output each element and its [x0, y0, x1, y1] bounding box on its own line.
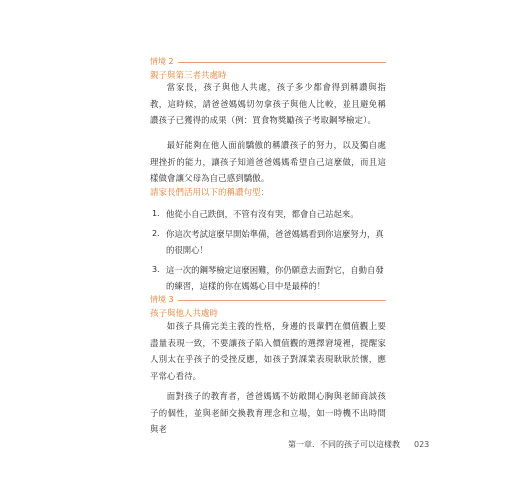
scenario-3-rule: [150, 300, 386, 301]
scenario-2-paragraph-1: 當家長，孩子與他人共處，孩子多少都會得到稱讚與指教，這時候，請爸爸媽媽切勿拿孩子與他人比較，並且避免稱讚孩子已獲得的成果（例：買食物獎勵孩子考取鋼琴檢定）。: [150, 82, 386, 125]
praise-list-item: [152, 226, 386, 259]
praise-item-number: 2．: [152, 228, 166, 238]
scenario-2-rule: [150, 62, 386, 63]
praise-item-text: 他從小自己跌倒，不管有沒有哭，都會自己站起來。: [166, 209, 359, 219]
scenario-3-paragraph-2: 面對孩子的教育者，爸爸媽媽不妨敞開心胸與老師商談孩子的個性，並與老師交換教育理念和立場，如一時機不出時間與老: [150, 391, 386, 434]
praise-item-text: 這一次的鋼琴檢定這麼困難，你仍願意去面對它，自動自發的練習，這樣的你在媽媽心目中是最棒的！: [166, 264, 384, 291]
scenario-2-paragraph-2: 最好能夠在他人面前驕傲的稱讚孩子的努力，以及獨自處理挫折的能力，讓孩子知道爸爸媽媽希望自己這麼做，而且這樣做會讓父母為自己感到驕傲。: [150, 140, 386, 183]
scenario-2-title: 親子與第三者共處時: [150, 71, 227, 81]
praise-list: [152, 206, 386, 298]
page-footer: [288, 439, 429, 450]
praise-list-item: [152, 262, 386, 295]
page-number: 023: [414, 440, 430, 449]
scenario-3-header: [150, 293, 386, 321]
scenario-3-tag: 情境 3: [150, 293, 178, 307]
scenario-3-title: 孩子與他人共處時: [150, 309, 219, 319]
praise-list-item: [152, 206, 386, 223]
praise-item-text: 你這次考試這麼早開始準備，爸爸媽媽看到你這麼努力，真的很開心！: [166, 228, 384, 255]
praise-item-number: 1．: [152, 209, 166, 218]
chapter-title: 第一章．不同的孩子可以這樣教: [288, 440, 400, 449]
praise-item-number: 3．: [152, 264, 166, 274]
scenario-2-tag: 情境 2: [150, 55, 178, 69]
praise-prompt: 請家長們活用以下的稱讚句型：: [150, 188, 270, 198]
scenario-3-paragraph-1: 如孩子具備完美主義的性格，身邊的長輩們在價值觀上要盡量表現一致，不要讓孩子陷入價值觀的選擇窘境裡，提醒家人別太在乎孩子的受挫反應，如孩子對課業表現耿耿於懷，應平常心看待。: [150, 321, 386, 381]
